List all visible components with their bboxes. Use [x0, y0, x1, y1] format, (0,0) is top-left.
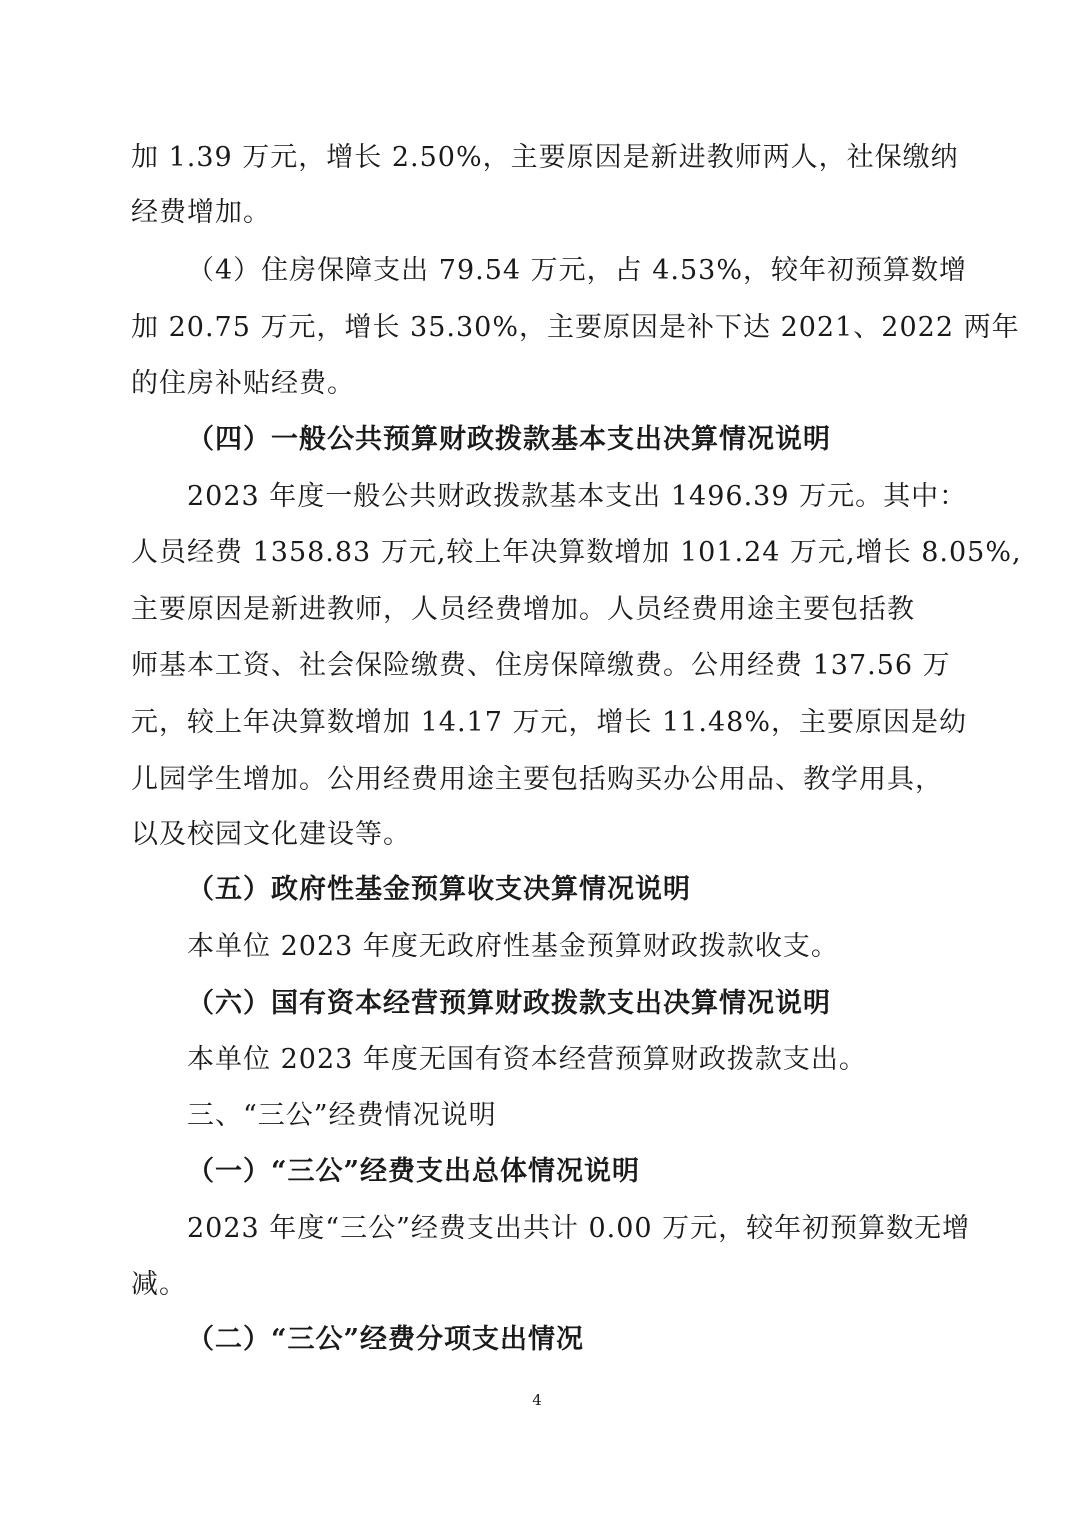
paragraph-line: 本单位 2023 年度无国有资本经营预算财政拨款支出。: [187, 1044, 867, 1075]
paragraph-line: （4）住房保障支出 79.54 万元，占 4.53%，较年初预算数增: [187, 255, 967, 286]
paragraph-line: 儿园学生增加。公用经费用途主要包括购买办公用品、教学用具，: [131, 764, 943, 795]
subsection-heading-2: （二）“三公”经费分项支出情况: [187, 1324, 585, 1355]
paragraph-line: 2023 年度“三公”经费支出共计 0.00 万元，较年初预算数无增: [187, 1213, 971, 1244]
page-number: 4: [532, 1391, 542, 1409]
paragraph-line: 经费增加。: [131, 197, 271, 228]
paragraph-line: 人员经费 1358.83 万元,较上年决算数增加 101.24 万元,增长 8.05%,: [131, 537, 1022, 568]
section-heading-6: （六）国有资本经营预算财政拨款支出决算情况说明: [187, 988, 831, 1019]
paragraph-line: 元，较上年决算数增加 14.17 万元，增长 11.48%，主要原因是幼: [131, 707, 967, 738]
paragraph-line: 以及校园文化建设等。: [131, 819, 411, 850]
paragraph-line: 主要原因是新进教师，人员经费增加。人员经费用途主要包括教: [131, 594, 915, 625]
section-heading-3: 三、“三公”经费情况说明: [187, 1100, 497, 1131]
section-heading-4: （四）一般公共预算财政拨款基本支出决算情况说明: [187, 424, 831, 455]
section-heading-5: （五）政府性基金预算收支决算情况说明: [187, 874, 691, 905]
paragraph-line: 2023 年度一般公共财政拨款基本支出 1496.39 万元。其中：: [187, 481, 968, 512]
paragraph-line: 减。: [131, 1269, 187, 1300]
paragraph-line: 加 20.75 万元，增长 35.30%，主要原因是补下达 2021、2022 两年: [131, 312, 1020, 343]
paragraph-line: 的住房补贴经费。: [131, 368, 355, 399]
paragraph-line: 本单位 2023 年度无政府性基金预算财政拨款收支。: [187, 931, 839, 962]
paragraph-line: 加 1.39 万元，增长 2.50%，主要原因是新进教师两人，社保缴纳: [131, 142, 959, 173]
subsection-heading-1: （一）“三公”经费支出总体情况说明: [187, 1156, 641, 1187]
paragraph-line: 师基本工资、社会保险缴费、住房保障缴费。公用经费 137.56 万: [131, 650, 951, 681]
